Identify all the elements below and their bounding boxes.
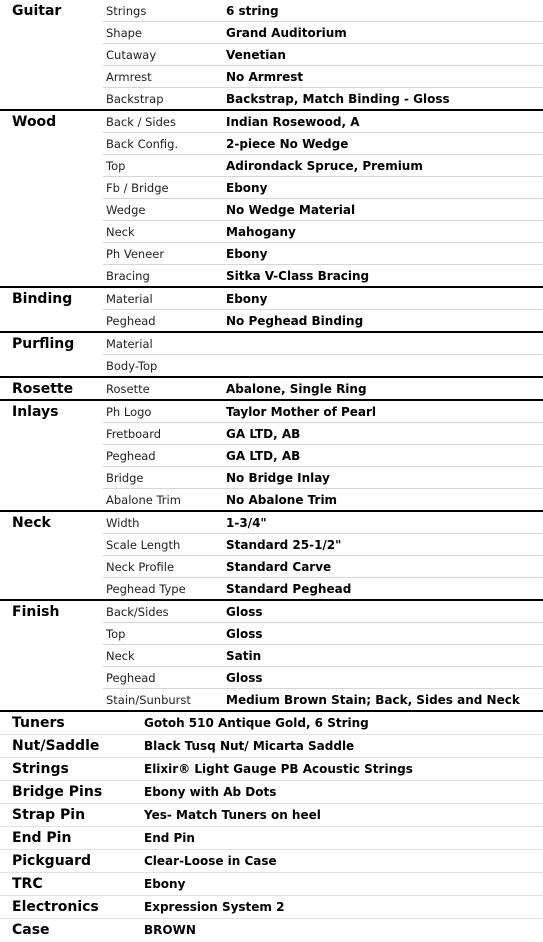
spec-label: Shape	[106, 25, 143, 40]
spec-rows	[103, 111, 543, 286]
section-inlays	[0, 401, 543, 512]
spec-row	[103, 155, 543, 177]
spec-row	[103, 578, 543, 599]
spec-label: Body-Top	[106, 358, 158, 373]
spec-row	[103, 623, 543, 645]
spec-label: Back / Sides	[106, 114, 176, 129]
spec-value: Venetian	[226, 47, 286, 62]
spec-row	[103, 66, 543, 88]
spec-row	[103, 667, 543, 689]
spec-label: Scale Length	[106, 537, 181, 552]
component-label: Nut/Saddle	[12, 738, 100, 754]
section-binding	[0, 288, 543, 333]
section-title: Wood	[12, 114, 57, 130]
spec-value: Ebony	[226, 180, 268, 195]
spec-value: Standard 25-1/2"	[226, 537, 342, 552]
spec-label: Material	[106, 291, 153, 306]
spec-row	[103, 467, 543, 489]
component-value: Yes- Match Tuners on heel	[144, 808, 321, 822]
spec-value: Gloss	[226, 604, 263, 619]
spec-row	[103, 243, 543, 265]
spec-label: Abalone Trim	[106, 492, 181, 507]
component-label: Tuners	[12, 715, 65, 731]
spec-label: Neck Profile	[106, 559, 175, 574]
component-row	[0, 896, 543, 919]
spec-label: Strings	[106, 3, 147, 18]
spec-label: Fb / Bridge	[106, 180, 169, 195]
spec-value: Ebony	[226, 246, 268, 261]
component-row	[0, 827, 543, 850]
component-value: Ebony	[144, 877, 186, 891]
spec-value: 1-3/4"	[226, 515, 267, 530]
component-row	[0, 758, 543, 781]
spec-value: Mahogany	[226, 224, 296, 239]
spec-label: Neck	[106, 648, 135, 663]
spec-label: Backstrap	[106, 91, 164, 106]
component-value: Elixir® Light Gauge PB Acoustic Strings	[144, 762, 413, 776]
spec-label: Back Config.	[106, 136, 179, 151]
spec-label: Back/Sides	[106, 604, 169, 619]
spec-label: Neck	[106, 224, 135, 239]
component-value: BROWN	[144, 923, 196, 937]
spec-label: Rosette	[106, 381, 150, 396]
spec-value: 6 string	[226, 3, 279, 18]
spec-label: Armrest	[106, 69, 152, 84]
spec-label: Bracing	[106, 268, 150, 283]
spec-value: No Armrest	[226, 69, 304, 84]
spec-row	[103, 288, 543, 310]
section-guitar	[0, 0, 543, 111]
spec-value: Standard Carve	[226, 559, 332, 574]
section-purfling	[0, 333, 543, 378]
component-row	[0, 781, 543, 804]
spec-value: Standard Peghead	[226, 581, 352, 596]
spec-label: Ph Logo	[106, 404, 152, 419]
spec-value: No Abalone Trim	[226, 492, 338, 507]
section-title: Purfling	[12, 336, 75, 352]
spec-row	[103, 333, 543, 355]
section-title: Binding	[12, 291, 73, 307]
spec-row	[103, 88, 543, 109]
spec-row	[103, 645, 543, 667]
component-value: Gotoh 510 Antique Gold, 6 String	[144, 716, 369, 730]
spec-value: No Bridge Inlay	[226, 470, 330, 485]
spec-rows	[103, 378, 543, 399]
spec-row	[103, 177, 543, 199]
spec-value: Gloss	[226, 626, 263, 641]
spec-value: Grand Auditorium	[226, 25, 347, 40]
component-value: Clear-Loose in Case	[144, 854, 277, 868]
section-rosette	[0, 378, 543, 401]
spec-label: Bridge	[106, 470, 144, 485]
spec-rows	[103, 601, 543, 710]
spec-label: Peghead	[106, 448, 156, 463]
spec-label: Stain/Sunburst	[106, 692, 191, 707]
spec-row	[103, 355, 543, 376]
spec-value: Medium Brown Stain; Back, Sides and Neck	[226, 692, 520, 707]
spec-label: Top	[106, 626, 126, 641]
component-row	[0, 804, 543, 827]
spec-label: Width	[106, 515, 140, 530]
spec-rows	[103, 401, 543, 510]
spec-row	[103, 199, 543, 221]
component-label: TRC	[12, 876, 43, 892]
component-label: Electronics	[12, 899, 99, 915]
section-finish	[0, 601, 543, 712]
spec-row	[103, 512, 543, 534]
spec-row	[103, 423, 543, 445]
spec-rows	[103, 288, 543, 331]
spec-label: Peghead	[106, 313, 156, 328]
spec-row	[103, 221, 543, 243]
spec-rows	[103, 333, 543, 376]
component-row	[0, 873, 543, 896]
component-row	[0, 919, 543, 941]
spec-row	[103, 44, 543, 66]
component-value: Black Tusq Nut/ Micarta Saddle	[144, 739, 355, 753]
component-label: End Pin	[12, 830, 72, 846]
spec-rows	[103, 512, 543, 599]
component-label: Strap Pin	[12, 807, 86, 823]
section-title: Neck	[12, 515, 51, 531]
component-value: Ebony with Ab Dots	[144, 785, 277, 799]
spec-label: Wedge	[106, 202, 146, 217]
spec-value: Ebony	[226, 291, 268, 306]
spec-row	[103, 22, 543, 44]
spec-label: Ph Veneer	[106, 246, 165, 261]
section-components	[0, 712, 543, 941]
component-label: Strings	[12, 761, 69, 777]
component-value: End Pin	[144, 831, 195, 845]
component-row	[0, 850, 543, 873]
spec-row	[103, 310, 543, 331]
spec-value: Satin	[226, 648, 262, 663]
spec-label: Top	[106, 158, 126, 173]
section-title: Inlays	[12, 404, 59, 420]
spec-row	[103, 489, 543, 510]
spec-value: GA LTD, AB	[226, 448, 301, 463]
section-title: Guitar	[12, 3, 62, 19]
spec-value: Indian Rosewood, A	[226, 114, 360, 129]
spec-row	[103, 378, 543, 399]
spec-row	[103, 534, 543, 556]
spec-label: Peghead	[106, 670, 156, 685]
spec-label: Cutaway	[106, 47, 157, 62]
section-title: Finish	[12, 604, 60, 620]
spec-value: Sitka V-Class Bracing	[226, 268, 370, 283]
section-neck	[0, 512, 543, 601]
spec-row	[103, 445, 543, 467]
spec-row	[103, 265, 543, 286]
spec-label: Peghead Type	[106, 581, 186, 596]
component-label: Pickguard	[12, 853, 92, 869]
component-label: Case	[12, 922, 50, 938]
section-title: Rosette	[12, 381, 74, 397]
spec-row	[103, 111, 543, 133]
spec-row	[103, 689, 543, 710]
spec-value: Taylor Mother of Pearl	[226, 404, 377, 419]
spec-row	[103, 401, 543, 423]
spec-row	[103, 601, 543, 623]
spec-value: GA LTD, AB	[226, 426, 301, 441]
spec-label: Fretboard	[106, 426, 162, 441]
spec-value: No Wedge Material	[226, 202, 356, 217]
spec-row	[103, 556, 543, 578]
spec-row	[103, 0, 543, 22]
spec-value: No Peghead Binding	[226, 313, 364, 328]
spec-value: Abalone, Single Ring	[226, 381, 367, 396]
component-row	[0, 712, 543, 735]
component-value: Expression System 2	[144, 900, 285, 914]
spec-row	[103, 133, 543, 155]
spec-rows	[103, 0, 543, 109]
component-row	[0, 735, 543, 758]
spec-value: 2-piece No Wedge	[226, 136, 349, 151]
spec-value: Backstrap, Match Binding - Gloss	[226, 91, 450, 106]
spec-value: Gloss	[226, 670, 263, 685]
spec-value: Adirondack Spruce, Premium	[226, 158, 423, 173]
section-wood	[0, 111, 543, 288]
spec-label: Material	[106, 336, 153, 351]
component-label: Bridge Pins	[12, 784, 103, 800]
